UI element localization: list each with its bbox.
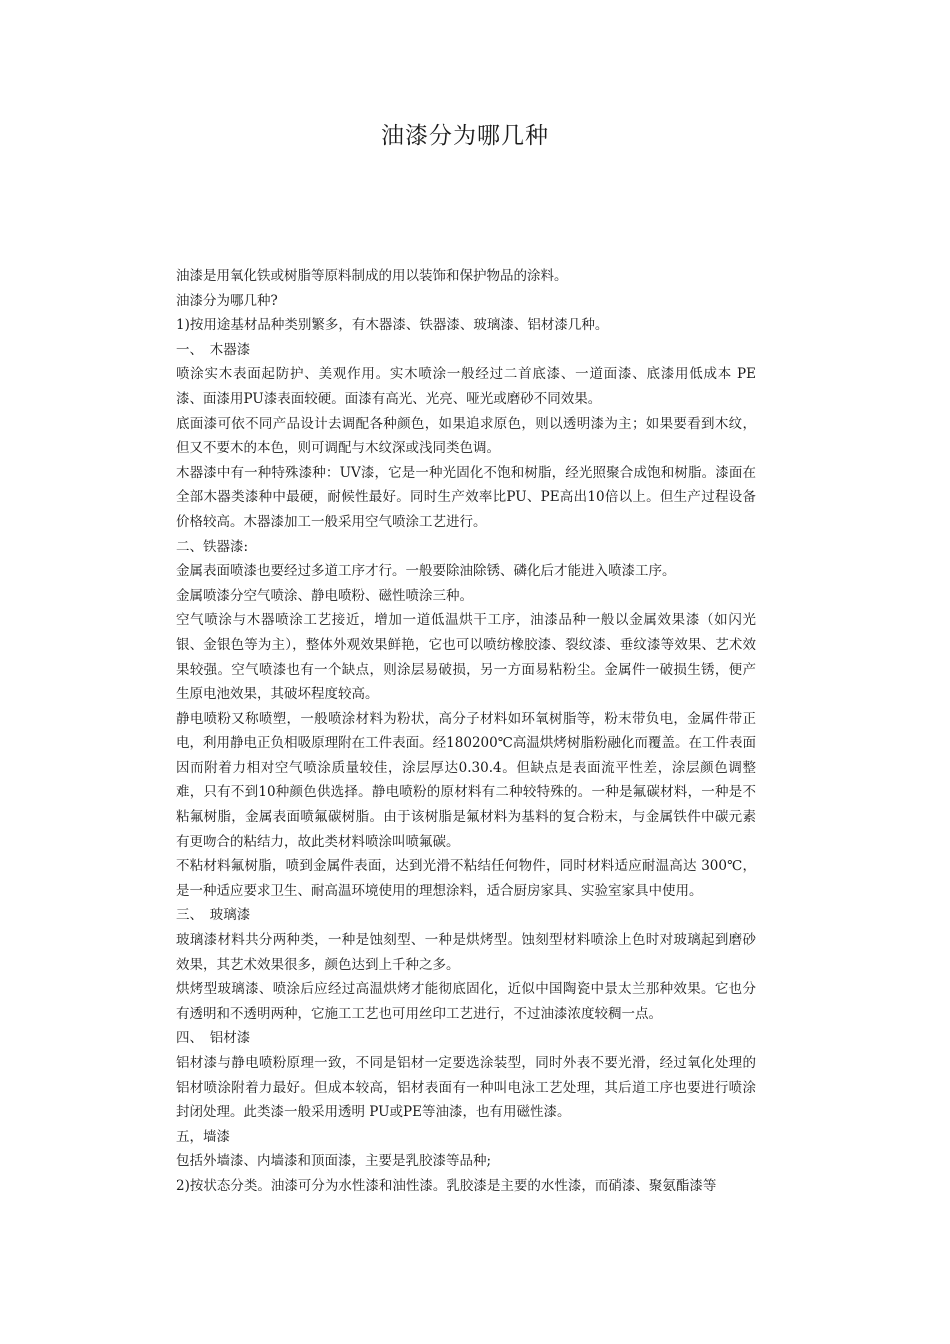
document-title: 油漆分为哪几种 — [381, 123, 549, 149]
paragraph-classification-by-use: 1)按用途基材品种类别繁多，有木器漆、铁器漆、玻璃漆、铝材漆几种。 — [176, 317, 609, 334]
paragraph-intro: 油漆是用氧化铁或树脂等原料制成的用以装饰和保护物品的涂料。 — [176, 268, 568, 284]
paragraph: 烘烤型玻璃漆、喷涂后应经过高温烘烤才能彻底固化，近似中国陶瓷中景太兰那种效果。它也分有透明和不透明两种，它施工工艺也可用丝印工艺进行，不过油漆浓度较稠一点。 — [176, 981, 756, 1022]
paragraph: 底面漆可依不同产品设计去调配各种颜色，如果追求原色，则以透明漆为主；如果要看到木纹，但又不要木的本色，则可调配与木纹深或浅同类色调。 — [176, 415, 756, 457]
paragraph: 铝材漆与静电喷粉原理一致，不同是铝材一定要选涂装型，同时外表不要光滑，经过氧化处理的铝材喷涂附着力最好。但成本较高，铝材表面有一种叫电泳工艺处理，其后道工序也要进行喷涂封闭处理。此类漆一般采用透明 PU或PE等油漆，也有用磁性漆。 — [176, 1055, 756, 1121]
section-heading-iron-paint: 二、铁器漆: — [176, 538, 249, 555]
paragraph: 喷涂实木表面起防护、美观作用。实木喷涂一般经过二首底漆、一道面漆、底漆用低成本 PE 漆、面漆用PU漆表面较硬。面漆有高光、光亮、哑光或磨砂不同效果。 — [176, 366, 756, 407]
paragraph: 静电喷粉又称喷塑，一般喷涂材料为粉状，高分子材料如环氧树脂等，粉末带负电，金属件带正电，利用静电正负相吸原理附在工件表面。经180200℃高温烘烤树脂粉融化而覆盖。在工件表面因而附着力相对空气喷涂质量较佳，涂层厚达0.30.4。但缺点是表面流平性差，涂层颜色调整难，只有不到10种颜色供选择。静电喷粉的原材料有二种较特殊的。一种是氟碳材料，一种是不粘氟树脂，金属表面喷氟碳树脂。由于该树脂是氟材料为基料的复合粉末，与金属铁件中碳元素有更吻合的粘结力，故此类材料喷涂叫喷氟碳。 — [176, 710, 756, 850]
section-heading-wall-paint: 五，墙漆 — [176, 1128, 230, 1145]
section-heading-glass-paint: 三、 玻璃漆 — [176, 907, 251, 924]
paragraph-classification-by-state: 2)按状态分类。油漆可分为水性漆和油性漆。乳胶漆是主要的水性漆，而硝漆、聚氨酯漆等 — [176, 1177, 717, 1194]
paragraph: 玻璃漆材料共分两种类，一种是蚀刻型、一种是烘烤型。蚀刻型材料喷涂上色时对玻璃起到磨砂效果，其艺术效果很多，颜色达到上千种之多。 — [176, 932, 756, 973]
section-heading-wood-paint: 一、 木器漆 — [176, 341, 251, 358]
paragraph: 木器漆中有一种特殊漆种：UV漆，它是一种光固化不饱和树脂，经光照聚合成饱和树脂。漆面在全部木器类漆种中最硬，耐候性最好。同时生产效率比PU、PE高出10倍以上。但生产过程设备价格较高。木器漆加工一般采用空气喷涂工艺进行。 — [176, 464, 756, 530]
section-heading-aluminum-paint: 四、 铝材漆 — [176, 1030, 251, 1047]
document-body — [176, 264, 756, 1199]
paragraph: 包括外墙漆、内墙漆和顶面漆，主要是乳胶漆等品种; — [176, 1153, 492, 1170]
paragraph: 空气喷涂与木器喷涂工艺接近，增加一道低温烘干工序，油漆品种一般以金属效果漆（如闪光银、金银色等为主），整体外观效果鲜艳，它也可以喷纺橡胶漆、裂纹漆、垂纹漆等效果、艺术效果较强。空气喷漆也有一个缺点，则涂层易破损，另一方面易粘粉尘。金属件一破损生锈，便产生原电池效果，其破坏程度较高。 — [176, 612, 756, 703]
paragraph-question: 油漆分为哪几种? — [176, 292, 278, 309]
paragraph: 金属喷漆分空气喷涂、静电喷粉、磁性喷涂三种。 — [176, 587, 473, 604]
paragraph: 不粘材料氟树脂，喷到金属件表面，达到光滑不粘结任何物件，同时材料适应耐温高达 300℃，是一种适应要求卫生、耐高温环境使用的理想涂料，适合厨房家具、实验室家具中使用。 — [176, 858, 756, 899]
paragraph: 金属表面喷漆也要经过多道工序才行。一般要除油除锈、磷化后才能进入喷漆工序。 — [176, 563, 676, 580]
